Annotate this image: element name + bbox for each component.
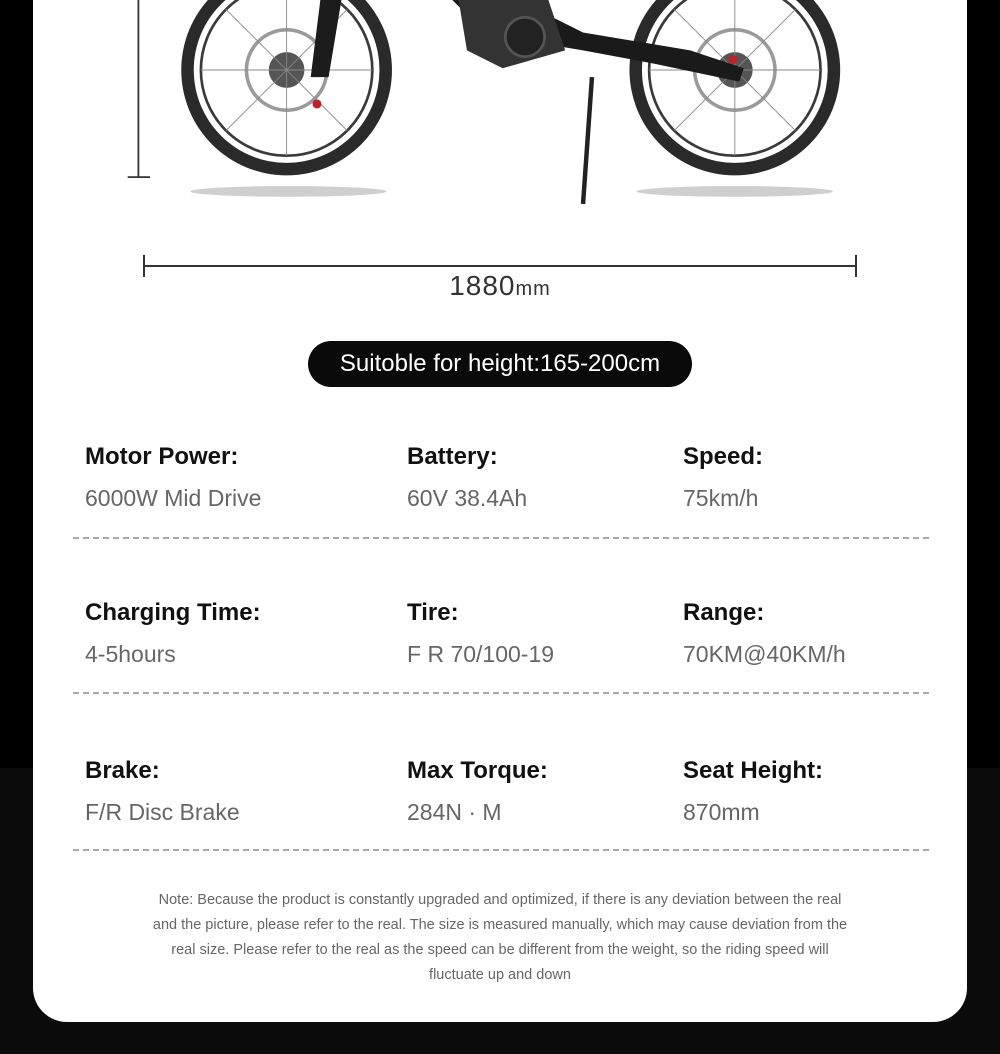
- spec-value: 4-5hours: [85, 641, 176, 667]
- spec-value: 75km/h: [683, 485, 759, 511]
- spec-max-torque: [407, 757, 548, 826]
- spec-value: 60V 38.4Ah: [407, 485, 528, 511]
- spec-label: Tire:: [407, 599, 459, 626]
- length-unit: mm: [515, 278, 551, 300]
- spec-tire: [407, 599, 554, 668]
- dashed-divider: [73, 692, 929, 694]
- spec-label: Speed:: [683, 443, 764, 470]
- bike-image: [33, 0, 967, 220]
- spec-brake: [85, 757, 240, 826]
- spec-row: [33, 599, 967, 739]
- spec-label: Seat Height:: [683, 757, 824, 784]
- spec-value: F R 70/100-19: [407, 641, 555, 667]
- length-value: 1880: [449, 270, 516, 301]
- dashed-divider: [73, 537, 929, 539]
- dashed-divider: [73, 849, 929, 851]
- spec-seat-height: [683, 757, 823, 826]
- spec-label: Battery:: [407, 443, 498, 470]
- spec-speed: [683, 443, 763, 512]
- spec-label: Max Torque:: [407, 757, 548, 784]
- spec-value: 70KM@40KM/h: [683, 641, 846, 667]
- spec-row: [33, 443, 967, 583]
- spec-battery: [407, 443, 527, 512]
- spec-label: Motor Power:: [85, 443, 239, 470]
- spec-range: [683, 599, 846, 668]
- suitable-height-badge: Suitoble for height:165-200cm: [308, 341, 692, 387]
- spec-value: 870mm: [683, 799, 760, 825]
- spec-label: Range:: [683, 599, 765, 626]
- spec-value: F/R Disc Brake: [85, 799, 240, 825]
- spec-charging-time: [85, 599, 261, 668]
- spec-row: [33, 757, 967, 897]
- disclaimer-note: Note: Because the product is constantly upgraded and optimized, if there is any deviation between the real and the picture, please refer to the real. The size is measured manually, which may cause deviation from the real size. Please refer to the real as the speed can be different from the weight, so the riding speed will fluctuate up and down: [152, 892, 848, 983]
- spec-motor-power: [85, 443, 261, 512]
- length-dimension-label: [33, 270, 967, 302]
- spec-label: Brake:: [85, 757, 160, 784]
- spec-value: 284N · M: [407, 799, 502, 825]
- spec-card: [33, 0, 967, 1022]
- spec-value: 6000W Mid Drive: [85, 485, 262, 511]
- spec-label: Charging Time:: [85, 599, 261, 626]
